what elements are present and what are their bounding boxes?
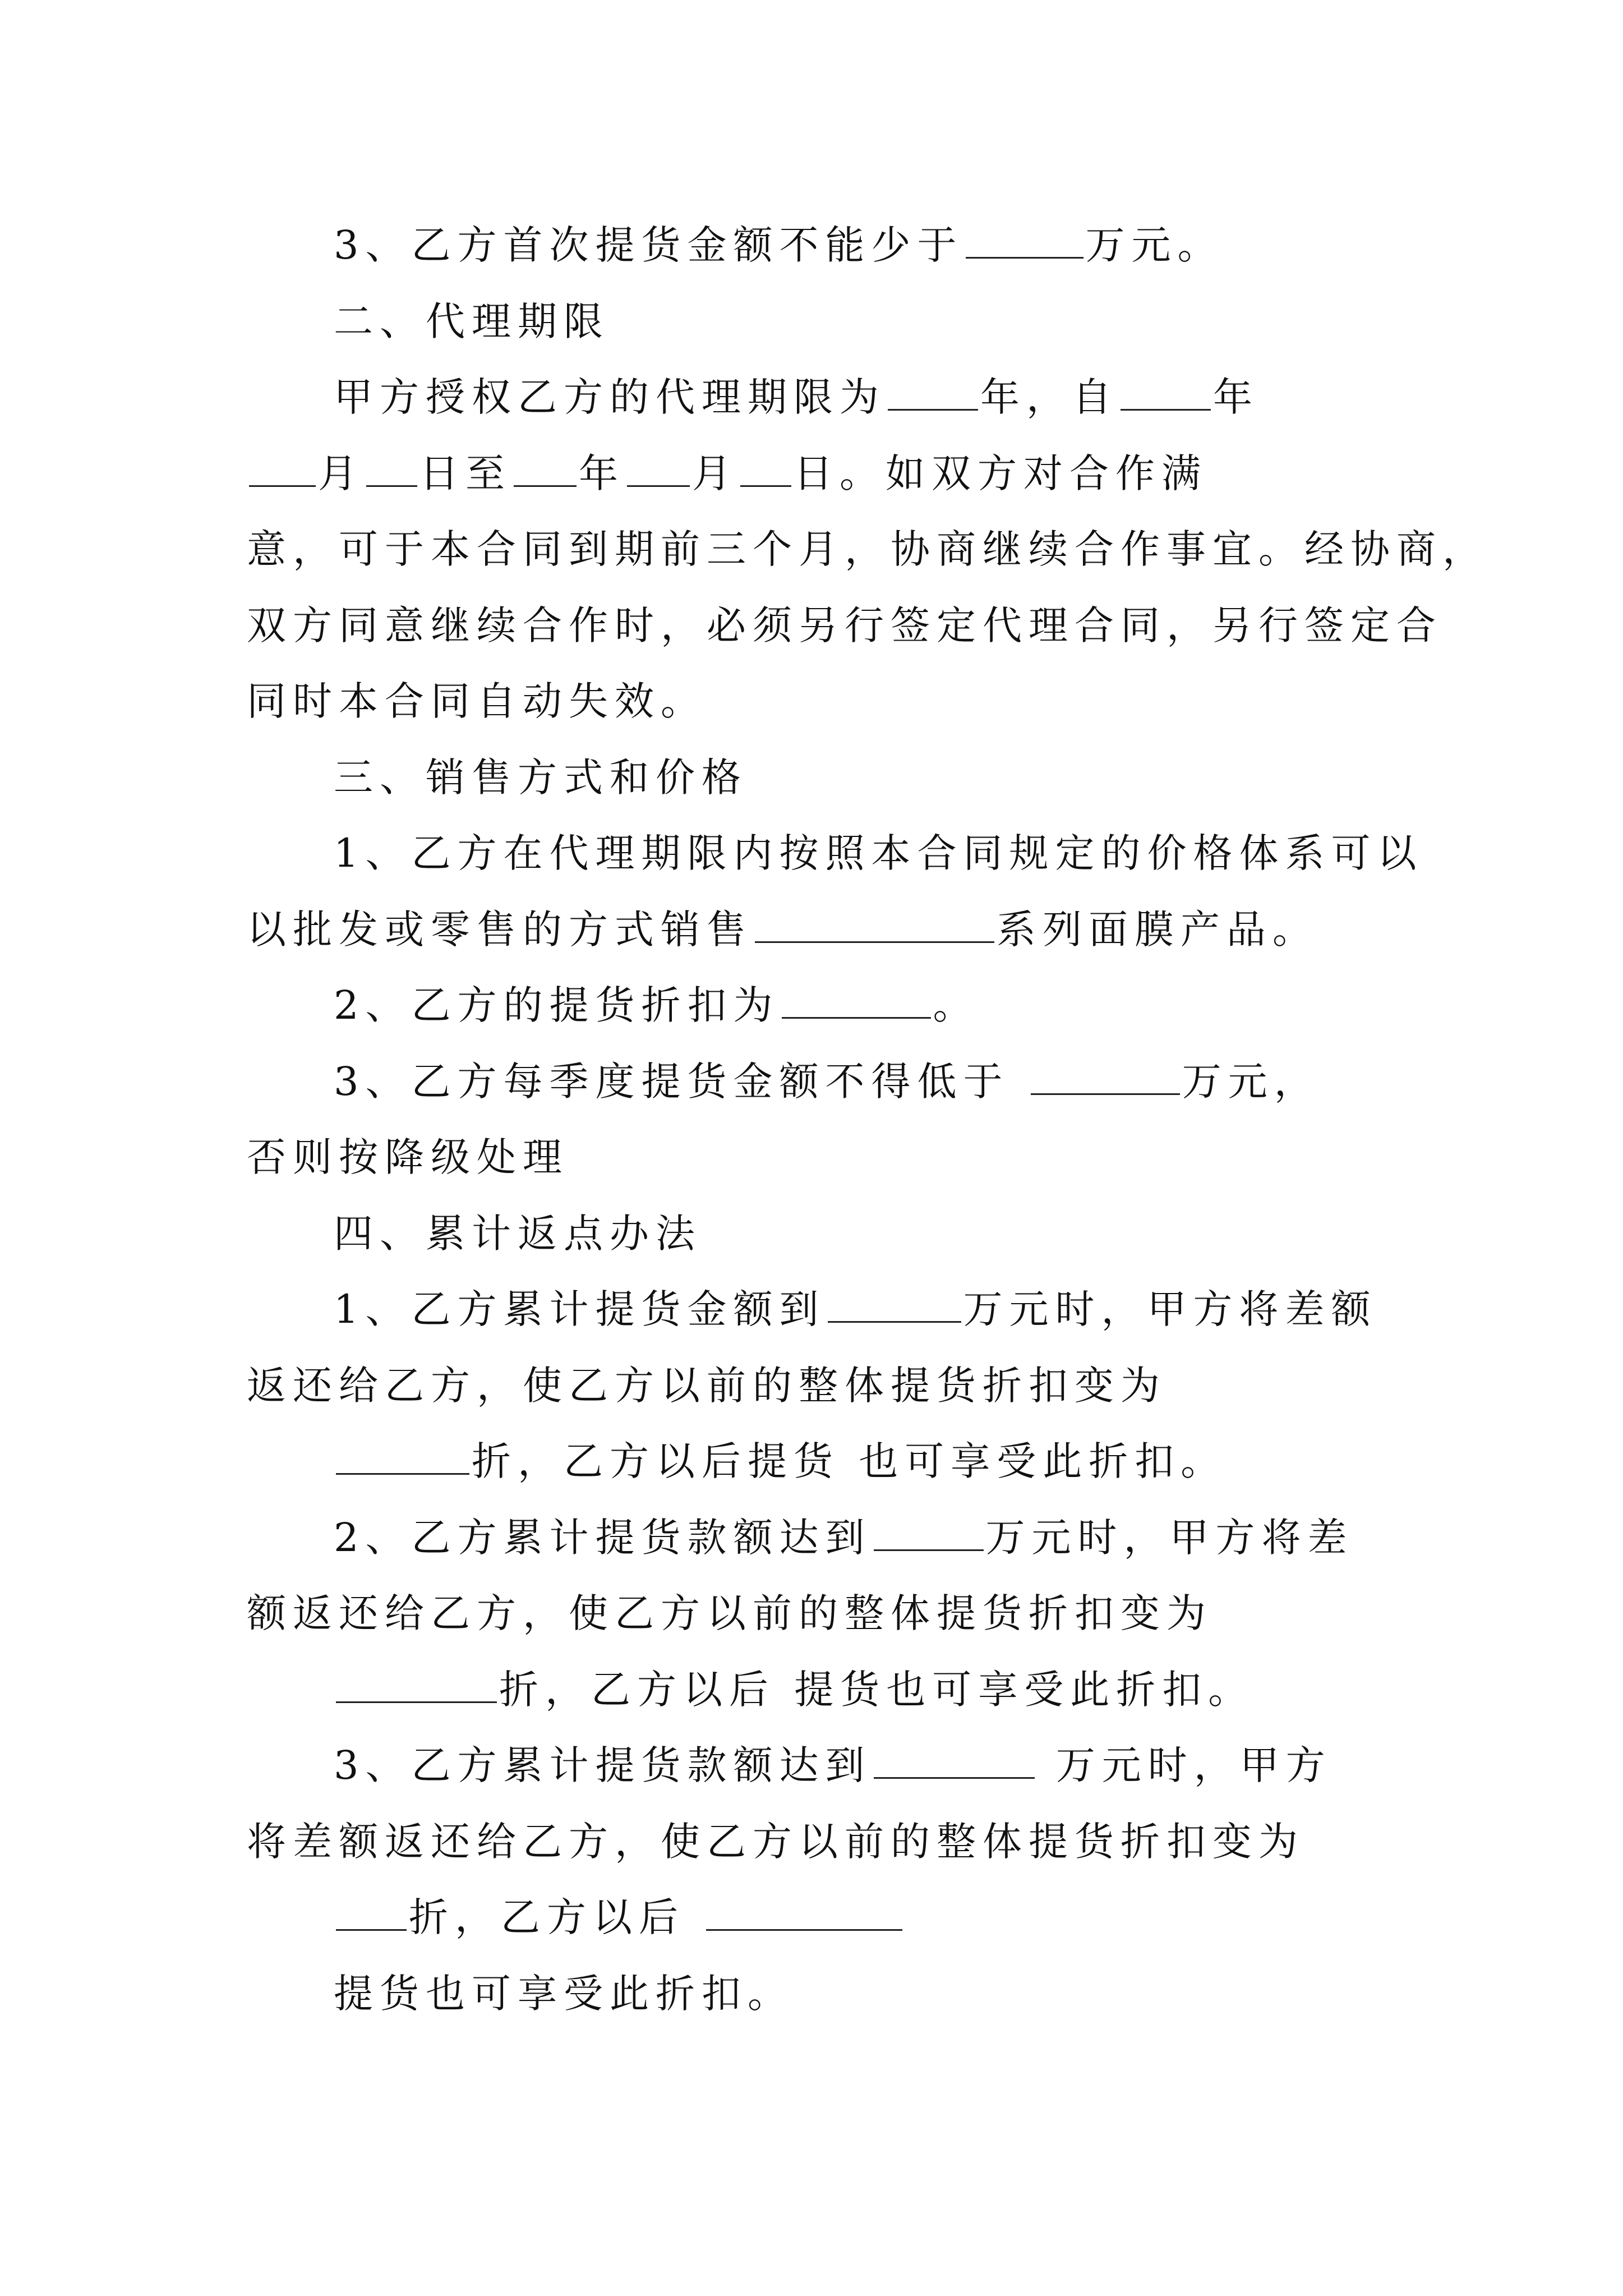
paragraph-line <box>334 977 979 1033</box>
fill-in-blank <box>627 450 690 487</box>
section-heading <box>334 749 748 806</box>
line-text: 四、累计返点办法 <box>334 1211 702 1257</box>
paragraph-line <box>334 1433 1227 1489</box>
paragraph-line <box>334 1662 1254 1718</box>
paragraph-line <box>247 521 1488 577</box>
line-text: 年 <box>579 450 625 496</box>
paragraph-line <box>247 1358 1166 1414</box>
paragraph-line <box>334 217 1224 273</box>
paragraph-line <box>334 1510 1354 1566</box>
line-text: 系列面膜产品。 <box>997 907 1318 953</box>
line-text: 同时本合同自动失效。 <box>247 678 707 724</box>
fill-in-blank <box>828 1286 961 1323</box>
fill-in-blank <box>966 222 1083 259</box>
line-text: 折，乙方以后 <box>409 1894 704 1940</box>
line-text: 3、乙方每季度提货金额不得低于 <box>334 1059 1029 1105</box>
fill-in-blank <box>336 1438 469 1475</box>
paragraph-line <box>334 1966 794 2022</box>
fill-in-blank <box>336 1667 497 1703</box>
line-text: 2、乙方累计提货款额达到 <box>334 1515 872 1561</box>
line-text: 意，可于本合同到期前三个月，协商继续合作事宜。经协商， <box>247 526 1488 572</box>
line-text: 3、乙方累计提货款额达到 <box>334 1742 872 1788</box>
fill-in-blank <box>782 982 931 1019</box>
line-text: 2、乙方的提货折扣为 <box>334 982 780 1028</box>
line-text: 以批发或零售的方式销售 <box>247 907 753 953</box>
line-text: 。 <box>933 982 979 1028</box>
line-text: 二、代理期限 <box>334 298 610 344</box>
paragraph-line <box>334 1281 1377 1337</box>
line-text: 双方同意继续合作时，必须另行签定代理合同，另行签定合 <box>247 602 1442 648</box>
line-text: 万元时，甲方将差额 <box>963 1286 1377 1332</box>
line-text: 万元时，甲方将差 <box>985 1515 1354 1561</box>
section-heading <box>334 293 610 349</box>
fill-in-blank <box>1031 1059 1180 1095</box>
fill-in-blank <box>888 374 978 411</box>
fill-in-blank <box>249 450 316 487</box>
section-heading <box>334 1205 702 1262</box>
line-text: 万元， <box>1182 1059 1320 1105</box>
line-text: 日至 <box>419 450 511 496</box>
line-text: 否则按降级处理 <box>247 1134 569 1180</box>
line-text: 将差额返还给乙方，使乙方以前的整体提货折扣变为 <box>247 1819 1304 1865</box>
line-text: 折，乙方以后 提货也可享受此折扣。 <box>499 1667 1255 1713</box>
line-text: 年，自 <box>980 374 1118 420</box>
fill-in-blank <box>874 1742 1035 1779</box>
paragraph-line <box>247 1814 1304 1870</box>
paragraph-line <box>247 1585 1212 1641</box>
line-text: 月 <box>692 450 738 496</box>
line-text: 返还给乙方，使乙方以前的整体提货折扣变为 <box>247 1363 1166 1409</box>
line-text: 月 <box>318 450 364 496</box>
line-text: 1、乙方累计提货金额到 <box>334 1286 826 1332</box>
paragraph-line <box>334 1889 905 1945</box>
paragraph-line <box>247 1129 569 1185</box>
paragraph-line <box>247 445 1207 501</box>
fill-in-blank <box>706 1894 902 1931</box>
line-text: 3、乙方首次提货金额不能少于 <box>334 222 963 268</box>
paragraph-line <box>334 1737 1332 1793</box>
fill-in-blank <box>874 1515 984 1551</box>
fill-in-blank <box>366 450 417 487</box>
paragraph-line <box>334 1053 1320 1110</box>
fill-in-blank <box>755 907 994 943</box>
line-text: 日。如双方对合作满 <box>794 450 1207 496</box>
fill-in-blank <box>336 1894 407 1931</box>
line-text: 额返还给乙方，使乙方以前的整体提货折扣变为 <box>247 1590 1212 1636</box>
line-text: 折，乙方以后提货 也可享受此折扣。 <box>472 1438 1227 1484</box>
fill-in-blank <box>1121 374 1211 411</box>
line-text: 万元。 <box>1085 222 1224 268</box>
paragraph-line <box>247 901 1318 958</box>
line-text: 甲方授权乙方的代理期限为 <box>334 374 886 420</box>
fill-in-blank <box>514 450 577 487</box>
line-text: 提货也可享受此折扣。 <box>334 1971 794 2017</box>
line-text: 年 <box>1213 374 1259 420</box>
paragraph-line <box>334 369 1259 425</box>
paragraph-line <box>247 597 1442 654</box>
fill-in-blank <box>740 450 791 487</box>
line-text: 万元时，甲方 <box>1036 1742 1332 1788</box>
line-text: 三、销售方式和价格 <box>334 754 748 800</box>
line-text: 1、乙方在代理期限内按照本合同规定的价格体系可以 <box>334 830 1423 876</box>
paragraph-line <box>334 825 1423 881</box>
paragraph-line <box>247 673 707 729</box>
